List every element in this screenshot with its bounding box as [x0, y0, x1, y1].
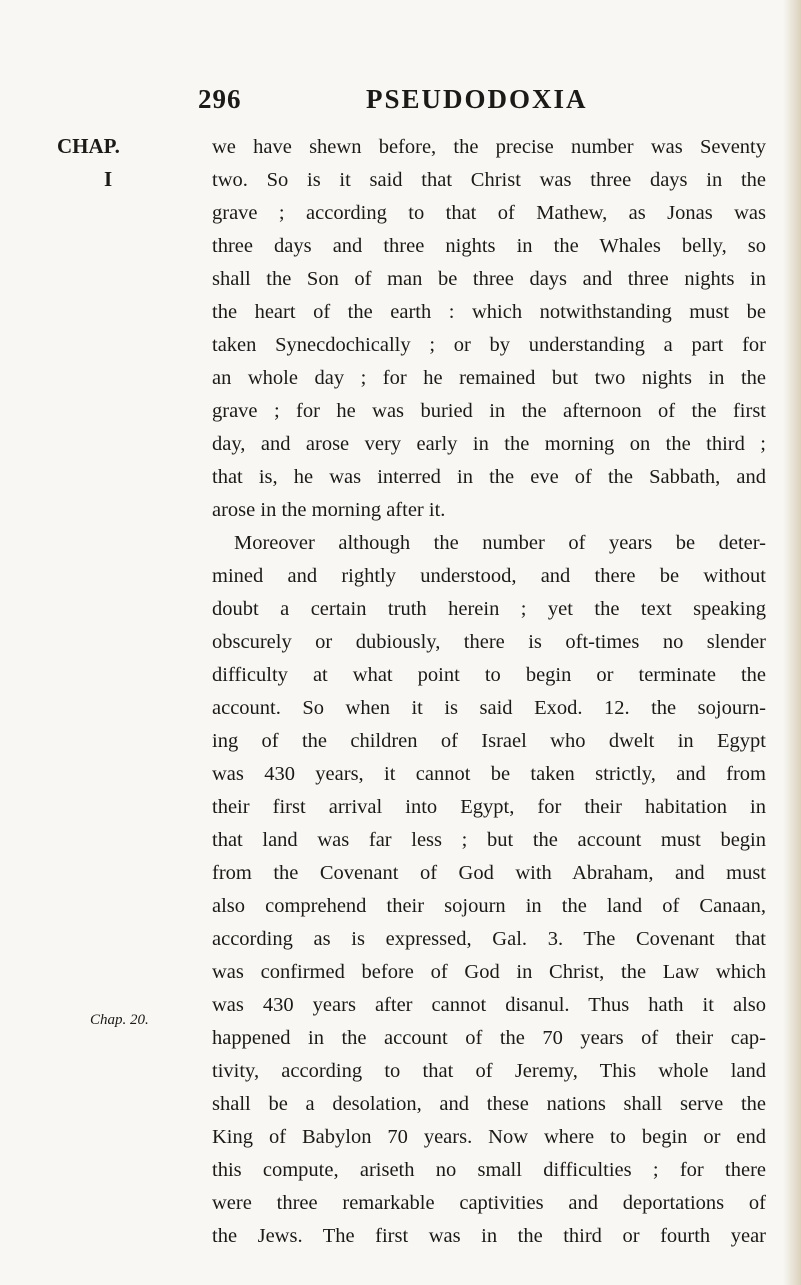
text-line: was 430 years after cannot disanul. Thus hath it also	[212, 994, 766, 1016]
text-line: account. So when it is said Exod. 12. the sojourn-	[212, 697, 766, 719]
text-line: shall be a desolation, and these nations shall serve the	[212, 1093, 766, 1115]
text-line: was confirmed before of God in Christ, the Law which	[212, 961, 766, 983]
margin-note: Chap. 20.	[90, 1012, 149, 1028]
text-line: from the Covenant of God with Abraham, and must	[212, 862, 766, 884]
page-edge-shading	[783, 0, 801, 1285]
chapter-label: CHAP.	[57, 134, 120, 158]
text-line: three days and three nights in the Whales belly, so	[212, 235, 766, 257]
text-line: the Jews. The first was in the third or fourth year	[212, 1225, 766, 1247]
chapter-number: I	[104, 167, 113, 191]
text-line: day, and arose very early in the morning on the third ;	[212, 433, 766, 455]
page-number: 296	[198, 84, 242, 114]
text-line: that is, he was interred in the eve of the Sabbath, and	[212, 466, 766, 488]
text-line: tivity, according to that of Jeremy, This whole land	[212, 1060, 766, 1082]
text-line: that land was far less ; but the account must begin	[212, 829, 766, 851]
text-line: happened in the account of the 70 years of their cap-	[212, 1027, 766, 1049]
text-line: an whole day ; for he remained but two nights in the	[212, 367, 766, 389]
text-line: ing of the children of Israel who dwelt in Egypt	[212, 730, 766, 752]
text-line: were three remarkable captivities and deportations of	[212, 1192, 766, 1214]
text-line: King of Babylon 70 years. Now where to begin or end	[212, 1126, 766, 1148]
text-line: also comprehend their sojourn in the land of Canaan,	[212, 895, 766, 917]
body-text	[212, 131, 766, 1253]
text-line: was 430 years, it cannot be taken strictly, and from	[212, 763, 766, 785]
text-line: the heart of the earth : which notwithstanding must be	[212, 301, 766, 323]
text-line: taken Synecdochically ; or by understanding a part for	[212, 334, 766, 356]
text-line: obscurely or dubiously, there is oft-times no slender	[212, 631, 766, 653]
text-line: two. So is it said that Christ was three days in the	[212, 169, 766, 191]
text-line: their first arrival into Egypt, for their habitation in	[212, 796, 766, 818]
text-line: arose in the morning after it.	[212, 499, 446, 521]
page-header	[0, 84, 801, 124]
text-line: mined and rightly understood, and there be without	[212, 565, 766, 587]
running-title: PSEUDODOXIA	[366, 84, 588, 114]
text-line: we have shewn before, the precise number was Seventy	[212, 136, 766, 158]
text-line: grave ; for he was buried in the afternoon of the first	[212, 400, 766, 422]
text-line: shall the Son of man be three days and three nights in	[212, 268, 766, 290]
text-line: grave ; according to that of Mathew, as Jonas was	[212, 202, 766, 224]
text-line: Moreover although the number of years be deter-	[234, 532, 766, 554]
text-line: doubt a certain truth herein ; yet the text speaking	[212, 598, 766, 620]
text-line: according as is expressed, Gal. 3. The Covenant that	[212, 928, 766, 950]
text-line: this compute, ariseth no small difficulties ; for there	[212, 1159, 766, 1181]
text-line: difficulty at what point to begin or terminate the	[212, 664, 766, 686]
